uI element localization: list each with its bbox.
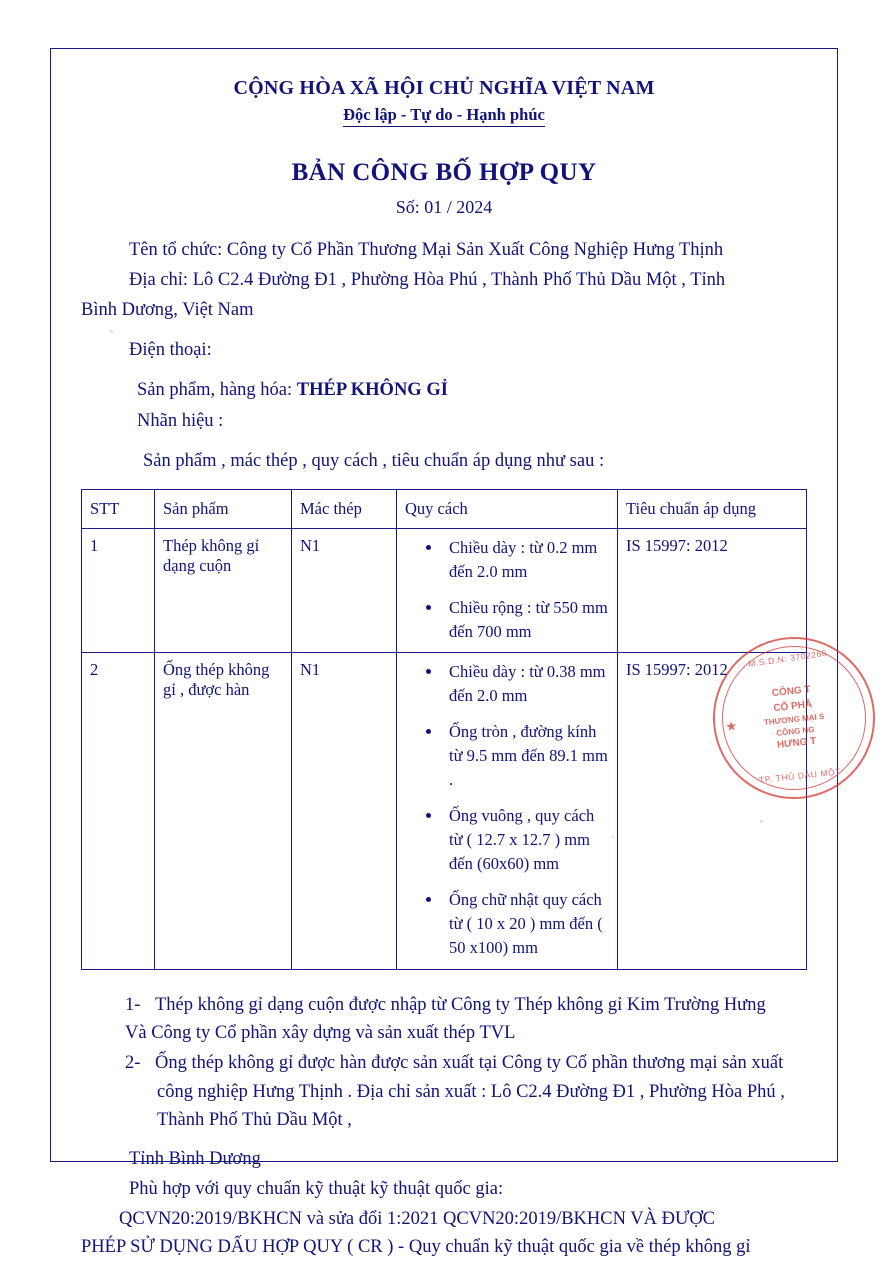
note-text — [155, 1050, 807, 1078]
document-body — [51, 49, 842, 1257]
product-line — [81, 376, 807, 404]
cell-tieu-chuan: IS 15997: 2012 — [618, 528, 807, 653]
quy-cach-item: • Ống tròn , đường kính từ 9.5 mm đến 89.1 mm . — [443, 720, 609, 792]
cell-stt: 1 — [82, 528, 155, 653]
cell-san-pham: Ống thép không gỉ , được hàn — [155, 653, 292, 969]
stamp-line-4: CÔNG NG — [775, 724, 815, 738]
footer-block — [81, 1146, 807, 1261]
specification-table — [81, 489, 807, 970]
note-number: 2- — [125, 1053, 141, 1074]
brand-line: Nhãn hiệu : — [137, 410, 224, 431]
quy-cach-item: • Ống chữ nhật quy cách từ ( 10 x 20 ) mm đến ( 50 x100) mm — [443, 888, 609, 960]
header-quy-cach: Quy cách — [397, 489, 618, 528]
conformance-line: Phù hợp với quy chuẩn kỹ thuật kỹ thuật quốc gia: — [129, 1179, 504, 1200]
document-title: BẢN CÔNG BỐ HỢP QUY — [291, 159, 597, 186]
note-text — [155, 992, 807, 1020]
note-line: Ống thép không gỉ được hàn được sản xuất tại Công ty Cổ phần thương mại sản xuất — [155, 1053, 784, 1074]
scan-speck — [760, 820, 763, 823]
cell-tieu-chuan: IS 15997: 2012 — [618, 653, 807, 969]
stamp-line-2: CỔ PHẦ — [772, 698, 813, 714]
table-header-row — [82, 489, 807, 528]
header-tieu-chuan: Tiêu chuẩn áp dụng — [618, 489, 807, 528]
stamp-line-5: HƯNG T — [776, 736, 817, 752]
document-page — [50, 48, 842, 1257]
note-item — [81, 992, 807, 1020]
stamp-city-text: TP. THỦ DẦU MỘT — [758, 766, 842, 785]
note-line: Thép không gỉ dạng cuộn được nhập từ Công ty Thép không gỉ Kim Trường Hưng — [155, 994, 766, 1015]
note-number: 1- — [125, 994, 141, 1015]
table-row — [82, 653, 807, 969]
national-motto: Độc lập - Tự do - Hạnh phúc — [343, 105, 545, 127]
header-san-pham: Sản phẩm — [155, 489, 292, 528]
cell-quy-cach — [397, 653, 618, 969]
org-phone: Điện thoại: — [129, 340, 212, 361]
stamp-line-3: THƯƠNG MẠI S — [763, 711, 825, 728]
note-line: Và Công ty Cổ phần xây dựng và sản xuất thép TVL — [125, 1023, 516, 1044]
cell-mac-thep: N1 — [292, 653, 397, 969]
star-icon: ★ — [724, 718, 738, 735]
stamp-line-1: CÔNG T — [771, 684, 812, 700]
quy-cach-item: • Ống vuông , quy cách từ ( 12.7 x 12.7 ) mm đến (60x60) mm — [443, 804, 609, 876]
cell-mac-thep: N1 — [292, 528, 397, 653]
header-stt: STT — [82, 489, 155, 528]
quy-cach-item: • Chiều rộng : từ 550 mm đến 700 mm — [443, 596, 609, 644]
cell-san-pham: Thép không gỉ dạng cuộn — [155, 528, 292, 653]
header-block — [81, 77, 807, 218]
stamp-registration-number: M.S.D.N: 3702266 — [747, 647, 828, 669]
document-number: Số: 01 / 2024 — [395, 197, 493, 217]
table-row — [82, 528, 807, 653]
product-value: THÉP KHÔNG GỈ — [296, 380, 448, 401]
quy-cach-item: • Chiều dày : từ 0.2 mm đến 2.0 mm — [443, 536, 609, 584]
note-line: công nghiệp Hưng Thịnh . Địa chỉ sản xuất : Lô C2.4 Đường Đ1 , Phường Hòa Phú , — [157, 1081, 785, 1102]
national-title: CỘNG HÒA XÃ HỘI CHỦ NGHĨA VIỆT NAM — [233, 77, 655, 99]
cell-quy-cach — [397, 528, 618, 653]
standard-line-1: QCVN20:2019/BKHCN và sửa đổi 1:2021 QCVN20:2019/BKHCN VÀ ĐƯỢC — [119, 1208, 716, 1229]
header-mac-thep: Mác thép — [292, 489, 397, 528]
standard-line-2: PHÉP SỬ DỤNG DẤU HỢP QUY ( CR ) - Quy chuẩn kỹ thuật quốc gia về thép không gỉ — [81, 1236, 751, 1257]
org-address-line2: Bình Dương, Việt Nam — [81, 300, 254, 321]
scan-speck — [110, 330, 113, 333]
province-line: Tỉnh Bình Dương — [129, 1149, 261, 1170]
quy-cach-item: • Chiều dày : từ 0.38 mm đến 2.0 mm — [443, 660, 609, 708]
product-label: Sản phẩm, hàng hóa: — [137, 380, 297, 401]
spec-intro: Sản phẩm , mác thép , quy cách , tiêu chuẩn áp dụng như sau : — [143, 450, 605, 471]
note-item — [81, 1050, 807, 1078]
org-address-line1: Địa chỉ: Lô C2.4 Đường Đ1 , Phường Hòa Phú , Thành Phố Thủ Dầu Một , Tỉnh — [129, 270, 726, 291]
org-info — [81, 236, 807, 475]
note-line: Thành Phố Thủ Dầu Một , — [157, 1109, 352, 1130]
cell-stt: 2 — [82, 653, 155, 969]
org-name: Tên tổ chức: Công ty Cổ Phần Thương Mại Sản Xuất Công Nghiệp Hưng Thịnh — [129, 240, 724, 260]
notes-block — [81, 992, 807, 1135]
scan-speck — [612, 836, 614, 838]
